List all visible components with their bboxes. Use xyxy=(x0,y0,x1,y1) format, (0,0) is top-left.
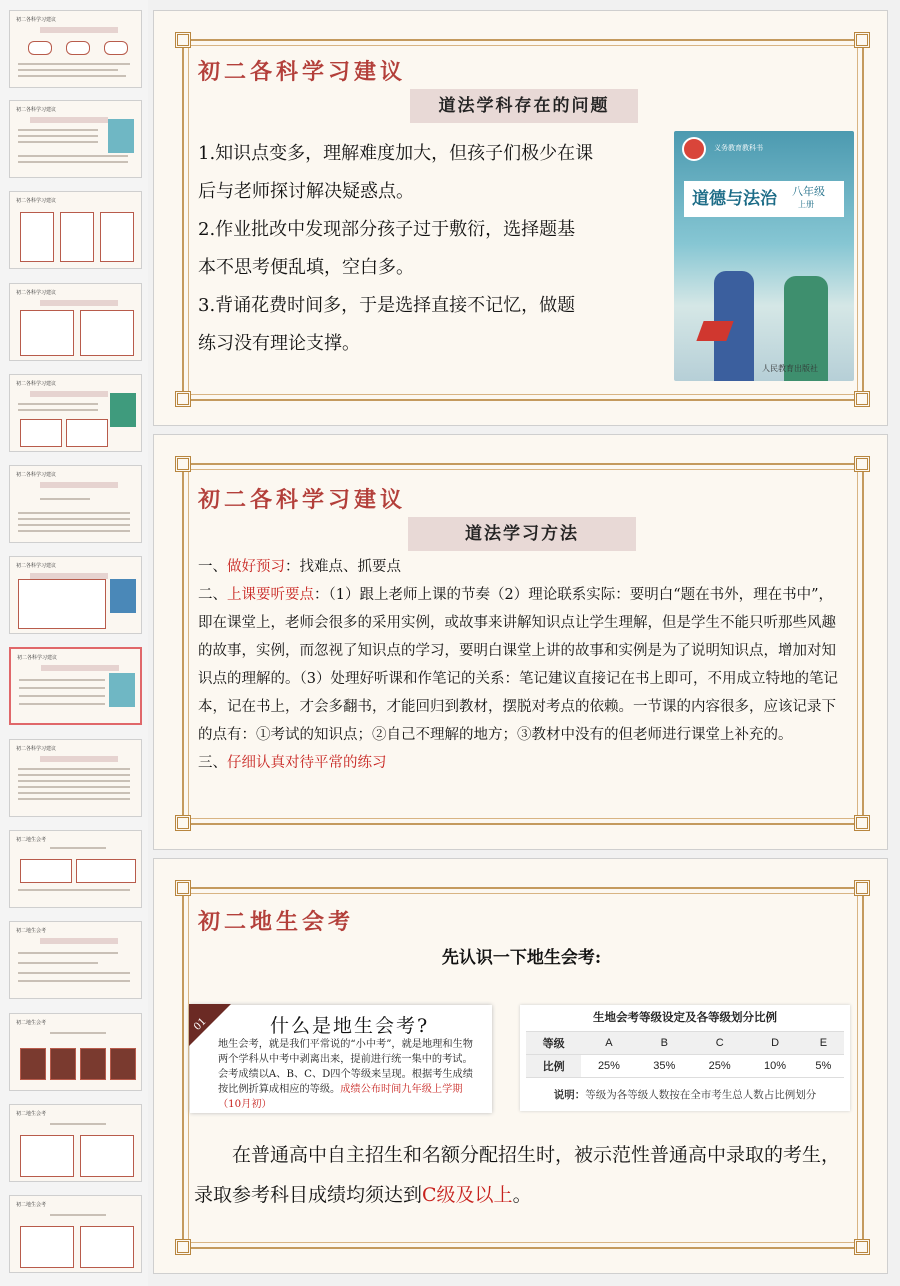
method-text-body: ：（1）跟上老师上课的节奏（2）理论联系实际：要明白“题在书外，理在书中”，即在课堂上，老师会很多的采用实例，或故事来讲解知识点让学生理解，但是学生不能只听那些风趣的故事，实例，而忽视了知识点的学习，要明白课堂上讲的故事和实例是为了说明知识点，增加对知识点的理解的。（3）处理好听课和作笔记的关系：笔记建议直接记在书上即可，不用成立特地的笔记本，记在书上，才会多翻书，才能回归到教材，摆脱对考点的依赖。一节课的内容很多，应该记录下的点有：①考试的知识点；②自己不理解的地方；③教材中没有的但老师进行课堂上补充的。 xyxy=(198,587,838,743)
table-row-label: 等级 xyxy=(526,1032,581,1055)
slide-thumbnail-7[interactable] xyxy=(9,556,142,634)
card-body-highlight: 成绩公布时间九年级上学期（10月初） xyxy=(218,1084,463,1110)
card-body xyxy=(218,1037,480,1112)
method-item-1 xyxy=(198,553,842,581)
frame-corner xyxy=(175,815,191,831)
thumbnail-title: 初二各科学习建议 xyxy=(16,198,57,204)
frame-corner xyxy=(175,1239,191,1255)
slide-thumbnail-6[interactable] xyxy=(9,465,142,543)
book-title: 道德与法治 xyxy=(684,181,844,217)
method-highlight: 做好预习 xyxy=(227,559,285,575)
method-highlight: 仔细认真对待平常的练习 xyxy=(227,755,387,771)
table-cell: C xyxy=(692,1032,747,1055)
table-row-label: 比例 xyxy=(526,1055,581,1078)
slide-2[interactable] xyxy=(153,434,888,850)
slide-subheading: 道法学习方法 xyxy=(408,517,636,551)
method-highlight: 上课要听要点 xyxy=(227,587,314,603)
slide-thumbnail-1[interactable] xyxy=(9,10,142,88)
method-text xyxy=(198,553,842,777)
problem-line: 1.知识点变多，理解难度加大，但孩子们极少在课 xyxy=(198,143,594,164)
table-title: 生地会考等级设定及各等级划分比例 xyxy=(593,1012,777,1024)
slide-thumbnail-14[interactable] xyxy=(9,1195,142,1273)
problem-line: 2.作业批改中发现部分孩子过于敷衍，选择题基 xyxy=(198,219,576,240)
thumbnail-title: 初二地生会考 xyxy=(16,1020,47,1026)
thumbnail-title: 初二地生会考 xyxy=(16,928,47,934)
slide-thumbnail-8[interactable] xyxy=(9,647,142,725)
slide-subheading: 道法学科存在的问题 xyxy=(410,89,638,123)
table-cell: D xyxy=(747,1032,802,1055)
table-cell: 5% xyxy=(803,1055,844,1078)
table-cell: B xyxy=(637,1032,692,1055)
method-item-3 xyxy=(198,749,842,777)
publisher-logo-icon xyxy=(682,137,706,161)
problem-line: 3.背诵花费时间多，于是选择直接不记忆，做题 xyxy=(198,295,576,316)
table-cell: 35% xyxy=(637,1055,692,1078)
frame-corner xyxy=(854,391,870,407)
slide-thumbnail-9[interactable] xyxy=(9,739,142,817)
table-cell: A xyxy=(581,1032,636,1055)
frame-corner xyxy=(854,32,870,48)
frame-corner xyxy=(854,815,870,831)
thumbnail-title: 初二各科学习建议 xyxy=(17,655,58,661)
slide-thumbnail-10[interactable] xyxy=(9,830,142,908)
table-note xyxy=(520,1087,850,1102)
thumbnail-title: 初二地生会考 xyxy=(16,837,47,843)
slide-3[interactable] xyxy=(153,858,888,1274)
frame-corner xyxy=(175,32,191,48)
frame-corner xyxy=(854,880,870,896)
slide-thumbnail-11[interactable] xyxy=(9,921,142,999)
slide-thumbnail-13[interactable] xyxy=(9,1104,142,1182)
problem-list xyxy=(198,135,678,363)
table-note-label: 说明： xyxy=(553,1089,586,1101)
frame-corner xyxy=(854,1239,870,1255)
grade-table xyxy=(520,1005,850,1111)
slide-heading: 初二各科学习建议 xyxy=(198,59,407,85)
slide-thumbnail-12[interactable] xyxy=(9,1013,142,1091)
table-row xyxy=(526,1055,844,1078)
item-number: 三、 xyxy=(198,755,227,771)
slide-thumbnail-2[interactable] xyxy=(9,100,142,178)
thumbnail-title: 初二各科学习建议 xyxy=(16,290,57,296)
slide-thumbnail-3[interactable] xyxy=(9,191,142,269)
slide-thumbnail-4[interactable] xyxy=(9,283,142,361)
frame-corner xyxy=(175,391,191,407)
slide-thumbnail-panel[interactable] xyxy=(0,0,148,1286)
table-cell: 25% xyxy=(581,1055,636,1078)
thumbnail-title: 初二各科学习建议 xyxy=(16,746,57,752)
thumbnail-title: 初二各科学习建议 xyxy=(16,17,57,23)
book-grade: 八年级 xyxy=(792,185,825,198)
thumbnail-title: 初二各科学习建议 xyxy=(16,107,57,113)
card-body-text: 地生会考，就是我们平常说的“小中考”，就是地理和生物两个学科从中考中剥离出来，提前进行统一集中的考试。会考成绩以A、B、C、D四个等级来呈现。根据考生成绩按比例折算成相应的等级。 xyxy=(218,1039,473,1095)
thumbnail-title: 初二各科学习建议 xyxy=(16,472,57,478)
table-row xyxy=(526,1032,844,1055)
paragraph-text: 在普通高中自主招生和名额分配招生时，被示范性普通高中录取的考生，录取参考科目成绩均须达到 xyxy=(194,1144,841,1206)
table-cell: 25% xyxy=(692,1055,747,1078)
slide-heading: 初二地生会考 xyxy=(198,909,355,935)
card-number: 01 xyxy=(191,1016,209,1033)
method-text-body: ：找难点、抓要点 xyxy=(285,559,401,575)
thumbnail-title: 初二地生会考 xyxy=(16,1111,47,1117)
item-number: 二、 xyxy=(198,587,227,603)
problem-line: 练习没有理论支撑。 xyxy=(198,333,360,354)
problem-line: 本不思考便乱填，空白多。 xyxy=(198,257,414,278)
item-number: 一、 xyxy=(198,559,227,575)
thumbnail-title: 初二各科学习建议 xyxy=(16,381,57,387)
book-series: 义务教育教科书 xyxy=(714,144,763,152)
table-cell: E xyxy=(803,1032,844,1055)
slide-heading: 初二各科学习建议 xyxy=(198,487,407,513)
slide-1[interactable] xyxy=(153,10,888,426)
frame-corner xyxy=(175,880,191,896)
frame-corner xyxy=(854,456,870,472)
card-title: 什么是地生会考? xyxy=(270,1015,430,1037)
book-publisher: 人民教育出版社 xyxy=(762,364,818,373)
paragraph-highlight: C级及以上 xyxy=(422,1184,513,1206)
table-cell: 10% xyxy=(747,1055,802,1078)
intro-text: 先认识一下地生会考: xyxy=(441,948,602,968)
slide-thumbnail-5[interactable] xyxy=(9,374,142,452)
definition-card xyxy=(190,1005,492,1113)
method-item-2 xyxy=(198,581,842,749)
paragraph-end: 。 xyxy=(512,1184,532,1206)
table-note-text: 等级为各等级人数按在全市考生总人数占比例划分 xyxy=(585,1089,817,1101)
textbook-cover-image xyxy=(674,131,854,381)
frame-corner xyxy=(175,456,191,472)
thumbnail-title: 初二各科学习建议 xyxy=(16,563,57,569)
thumbnail-title: 初二地生会考 xyxy=(16,1202,47,1208)
admission-paragraph xyxy=(194,1135,854,1215)
book-volume: 上册 xyxy=(798,200,814,209)
problem-line: 后与老师探讨解决疑惑点。 xyxy=(198,181,414,202)
